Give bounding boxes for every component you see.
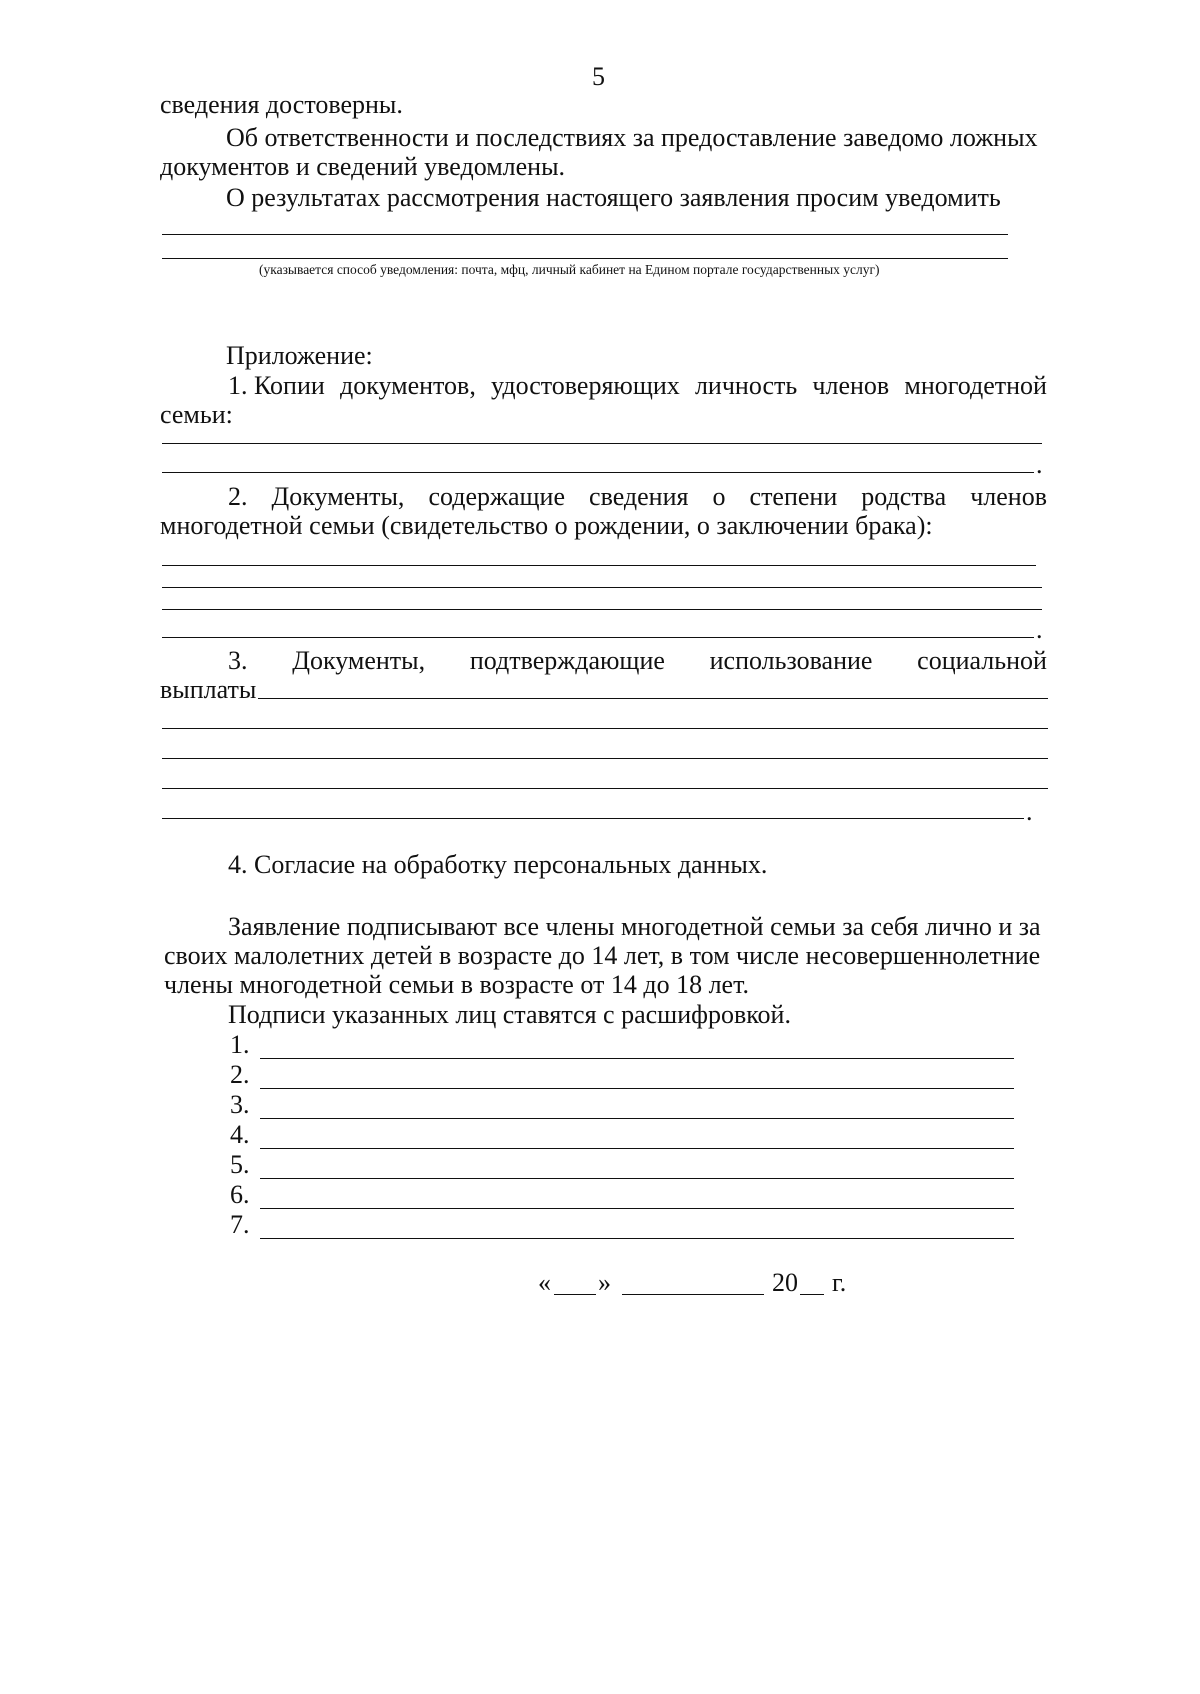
item1-end-period: . xyxy=(1036,450,1043,479)
item1-word: документов, xyxy=(339,371,476,400)
date-line xyxy=(538,1266,858,1302)
item1-word: многодетной xyxy=(904,371,1047,400)
item1-word: 1. Копии xyxy=(228,371,325,400)
item2-fill-line-3[interactable] xyxy=(162,609,1042,610)
item3-line2: выплаты xyxy=(160,675,257,704)
item3-word: 3. xyxy=(228,646,248,675)
item3-line1 xyxy=(228,644,1047,677)
item3-fill-line-2[interactable] xyxy=(162,728,1048,729)
paragraph-continuation: сведения достоверны. xyxy=(160,90,403,119)
item3-word: подтверждающие xyxy=(469,646,665,675)
item1-line2: семьи: xyxy=(160,400,233,429)
attachment-heading: Приложение: xyxy=(226,341,373,370)
item3-fill-line-5[interactable] xyxy=(162,818,1024,819)
date-year-prefix: 20 xyxy=(772,1268,798,1297)
item1-fill-line-2[interactable] xyxy=(162,472,1034,473)
item1-line1 xyxy=(228,369,1047,402)
item2-fill-line-4[interactable] xyxy=(162,637,1034,638)
paragraph-responsibility-line1: Об ответственности и последствиях за предоставление заведомо ложных xyxy=(226,123,1038,152)
signing-paragraph-line1: Заявление подписывают все члены многодетной семьи за себя лично и за xyxy=(228,912,1041,941)
date-year-suffix: г. xyxy=(832,1268,847,1297)
item3-fill-line-3[interactable] xyxy=(162,758,1048,759)
paragraph-responsibility-line2: документов и сведений уведомлены. xyxy=(160,152,566,181)
item1-fill-line-1[interactable] xyxy=(162,443,1042,444)
item3-fill-line-1[interactable] xyxy=(258,698,1048,699)
signing-paragraph-line3: члены многодетной семьи в возрасте от 14 до 18 лет. xyxy=(164,970,749,999)
item2-word: родства xyxy=(861,482,947,511)
signature-number: 7. xyxy=(230,1210,250,1239)
signature-row-7[interactable] xyxy=(230,1208,1014,1241)
item3-fill-line-4[interactable] xyxy=(162,788,1048,789)
item2-fill-line-1[interactable] xyxy=(162,565,1036,566)
item2-fill-line-2[interactable] xyxy=(162,587,1042,588)
item1-word: членов xyxy=(812,371,890,400)
date-year-blank[interactable] xyxy=(800,1294,824,1295)
signature-number: 3. xyxy=(230,1090,250,1119)
signature-number: 1. xyxy=(230,1030,250,1059)
signature-number: 4. xyxy=(230,1120,250,1149)
date-month-blank[interactable] xyxy=(622,1294,764,1295)
item3-end-period: . xyxy=(1026,797,1033,826)
signature-line[interactable] xyxy=(260,1238,1014,1239)
item3-word: Документы, xyxy=(292,646,426,675)
signature-row-1[interactable] xyxy=(230,1028,1014,1061)
item2-word: Документы, xyxy=(271,482,405,511)
signature-row-4[interactable] xyxy=(230,1118,1014,1151)
item2-word: 2. xyxy=(228,482,248,511)
item2-end-period: . xyxy=(1036,615,1043,644)
signature-row-3[interactable] xyxy=(230,1088,1014,1121)
item3-word: социальной xyxy=(917,646,1047,675)
signature-number: 2. xyxy=(230,1060,250,1089)
signature-row-5[interactable] xyxy=(230,1148,1014,1181)
date-day-blank[interactable] xyxy=(554,1294,596,1295)
item1-word: удостоверяющих xyxy=(491,371,680,400)
notify-fill-line-1[interactable] xyxy=(162,234,1008,235)
signature-number: 5. xyxy=(230,1150,250,1179)
notify-caption: (указывается способ уведомления: почта, мфц, личный кабинет на Едином портале государственных услуг) xyxy=(259,262,880,277)
signature-number: 6. xyxy=(230,1180,250,1209)
paragraph-notify: О результатах рассмотрения настоящего заявления просим уведомить xyxy=(226,183,1001,212)
page-number: 5 xyxy=(592,62,605,91)
item2-word: содержащие xyxy=(428,482,566,511)
signature-row-6[interactable] xyxy=(230,1178,1014,1211)
item1-word: личность xyxy=(694,371,798,400)
signature-row-2[interactable] xyxy=(230,1058,1014,1091)
signing-paragraph-line2: своих малолетних детей в возрасте до 14 лет, в том числе несовершеннолетние xyxy=(164,941,1041,970)
item4-consent: 4. Согласие на обработку персональных данных. xyxy=(228,850,768,879)
item2-word: членов xyxy=(970,482,1047,511)
signatures-note: Подписи указанных лиц ставятся с расшифровкой. xyxy=(228,1000,791,1029)
item2-word: о xyxy=(712,482,726,511)
item2-word: степени xyxy=(749,482,838,511)
date-open-quote: « xyxy=(538,1268,551,1297)
notify-fill-line-2[interactable] xyxy=(162,258,1008,259)
item2-word: сведения xyxy=(589,482,689,511)
date-close-quote: » xyxy=(598,1268,611,1297)
item2-line2: многодетной семьи (свидетельство о рождении, о заключении брака): xyxy=(160,511,933,540)
item3-word: использование xyxy=(709,646,873,675)
